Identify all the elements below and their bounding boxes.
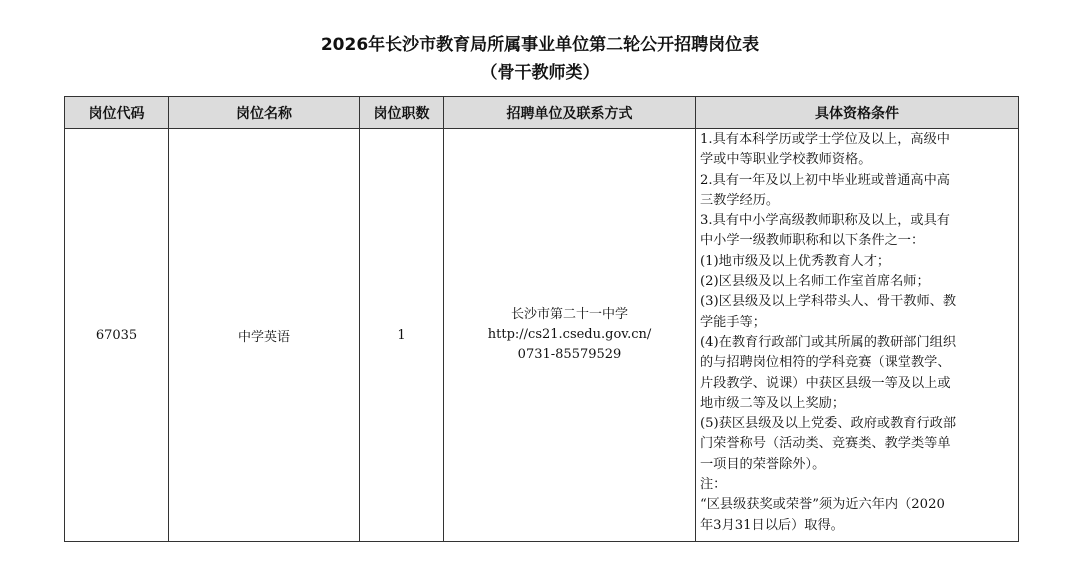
requirement-line: (5)获区县级及以上党委、政府或教育行政部 xyxy=(700,416,957,432)
requirement-line: 1.具有本科学历或学士学位及以上，高级中 xyxy=(700,132,950,147)
requirement-line: 年3月31日以后）取得。 xyxy=(700,517,844,533)
header-requirements: 具体资格条件 xyxy=(696,97,1019,129)
requirement-line: (4)在教育行政部门或其所属的教研部门组织 xyxy=(700,334,957,350)
requirement-line: 片段教学、说课）中获区县级一等及以上或 xyxy=(700,375,951,391)
requirement-line: 的与招聘岗位相符的学科竞赛（课堂教学、 xyxy=(700,355,951,371)
requirement-line: (1)地市级及以上优秀教育人才； xyxy=(700,253,891,269)
page-subtitle: （骨干教师类） xyxy=(480,63,600,83)
cell-requirements xyxy=(696,129,1019,542)
header-code: 岗位代码 xyxy=(65,97,169,129)
unit-website-link[interactable]: http://cs21.csedu.gov.cn/ xyxy=(487,327,652,342)
positions-table xyxy=(64,96,1019,542)
header-name: 岗位名称 xyxy=(169,97,360,129)
requirement-line: 3.具有中小学高级教师职称及以上，或具有 xyxy=(700,213,950,229)
requirement-line: 注： xyxy=(700,477,727,493)
unit-phone: 0731-85579529 xyxy=(517,347,622,362)
cell-code: 67035 xyxy=(65,129,169,542)
requirement-line: 学或中等职业学校教师资格。 xyxy=(700,152,872,168)
requirement-line: 一项目的荣誉除外）。 xyxy=(700,456,826,472)
header-count: 岗位职数 xyxy=(360,97,444,129)
cell-unit xyxy=(444,129,696,542)
page-title: 2026年长沙市教育局所属事业单位第二轮公开招聘岗位表 xyxy=(320,35,760,55)
requirement-line: 门荣誉称号（活动类、竞赛类、教学类等单 xyxy=(700,436,951,452)
requirement-line: 2.具有一年及以上初中毕业班或普通高中高 xyxy=(700,172,950,188)
unit-name: 长沙市第二十一中学 xyxy=(510,307,628,322)
requirement-line: (3)区县级及以上学科带头人、骨干教师、教 xyxy=(700,294,957,310)
header-unit: 招聘单位及联系方式 xyxy=(444,97,696,129)
requirement-line: 三教学经历。 xyxy=(700,192,780,208)
table-row xyxy=(65,129,1019,542)
requirement-line: 地市级二等及以上奖励； xyxy=(700,395,846,411)
cell-count: 1 xyxy=(360,129,444,542)
requirement-line: 学能手等； xyxy=(700,314,766,330)
requirement-line: (2)区县级及以上名师工作室首席名师； xyxy=(700,274,930,290)
table-header-row xyxy=(65,97,1019,129)
requirement-line: 中小学一级教师职称和以下条件之一： xyxy=(700,233,925,249)
cell-name: 中学英语 xyxy=(169,129,360,542)
requirement-line: “区县级获奖或荣誉”须为近六年内（2020 xyxy=(700,497,945,513)
